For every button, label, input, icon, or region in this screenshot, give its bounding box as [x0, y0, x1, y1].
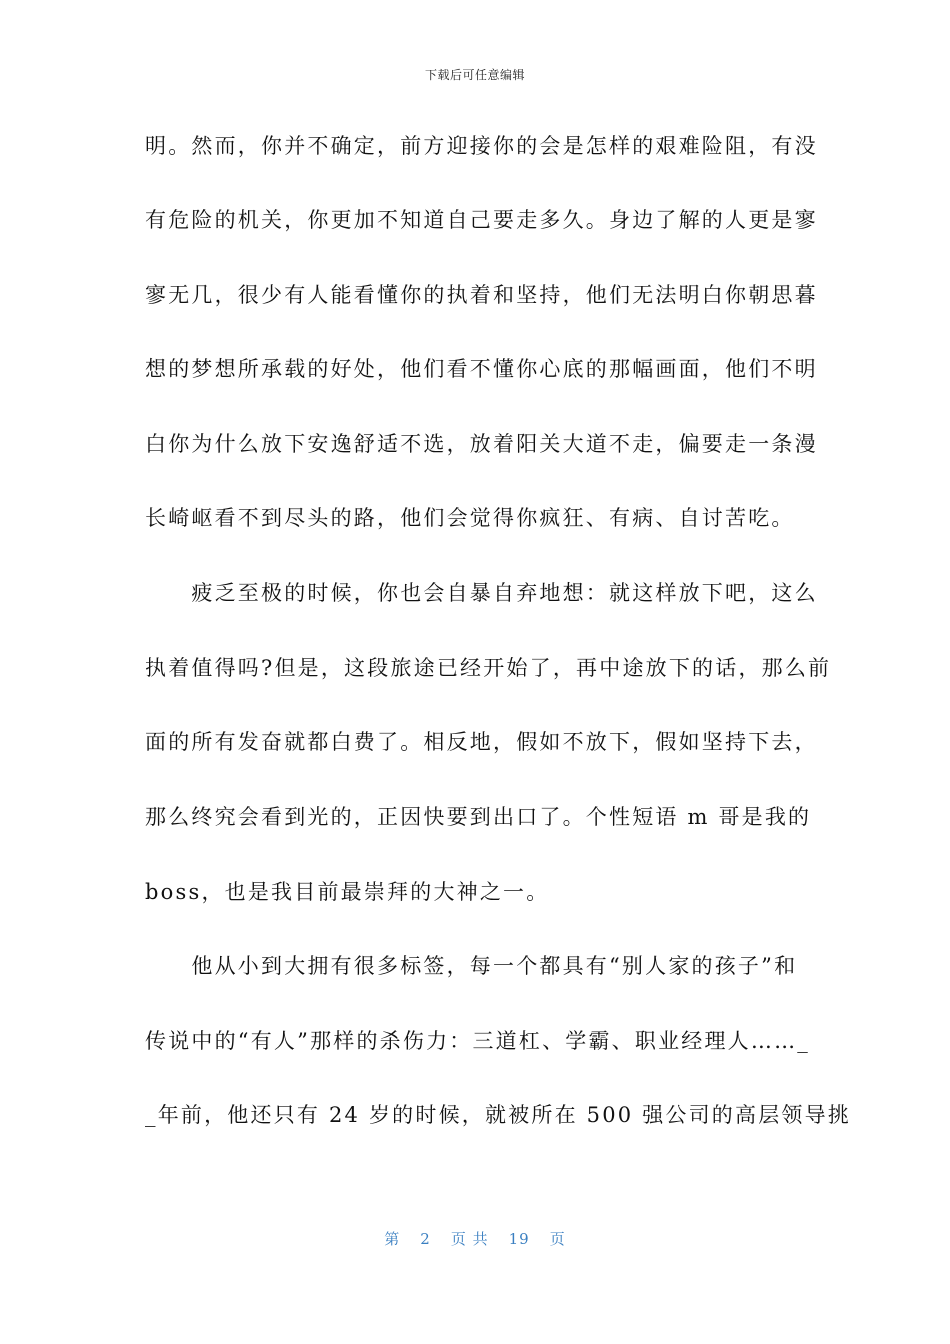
total-pages-number: 19	[508, 1230, 530, 1248]
text-line: 疲乏至极的时候，你也会自暴自弃地想：就这样放下吧，这么	[145, 581, 818, 605]
text-line: 传说中的“有人”那样的杀伤力：三道杠、学霸、职业经理人……_	[145, 1029, 810, 1053]
text-line: 有危险的机关，你更加不知道自己要走多久。身边了解的人更是寥	[145, 208, 818, 232]
text-line: 明。然而，你并不确定，前方迎接你的会是怎样的艰难险阻，有没	[145, 134, 818, 158]
text-line: 长崎岖看不到尽头的路，他们会觉得你疯狂、有病、自讨苦吃。	[145, 506, 795, 530]
footer-middle: 页 共	[450, 1230, 489, 1248]
text-line: _年前，他还只有 24 岁的时候，就被所在 500 强公司的高层领导挑	[145, 1103, 852, 1127]
text-line: 那么终究会看到光的，正因快要到出口了。个性短语 m 哥是我的	[145, 805, 812, 829]
footer-suffix: 页	[549, 1230, 566, 1248]
text-line: 想的梦想所承载的好处，他们看不懂你心底的那幅画面，他们不明	[145, 357, 818, 381]
text-line: boss，也是我目前最崇拜的大神之一。	[145, 880, 550, 904]
text-line: 白你为什么放下安逸舒适不选，放着阳关大道不走，偏要走一条漫	[145, 432, 818, 456]
text-line: 他从小到大拥有很多标签，每一个都具有“别人家的孩子”和	[145, 954, 798, 978]
text-line: 寥无几，很少有人能看懂你的执着和坚持，他们无法明白你朝思暮	[145, 283, 818, 307]
current-page-number: 2	[420, 1230, 431, 1248]
footer-prefix: 第	[384, 1230, 401, 1248]
page-footer	[0, 1228, 950, 1249]
text-line: 面的所有发奋就都白费了。相反地，假如不放下，假如坚持下去，	[145, 730, 818, 754]
page-header: 下载后可任意编辑	[424, 68, 525, 82]
text-line: 执着值得吗?但是，这段旅途已经开始了，再中途放下的话，那么前	[145, 656, 832, 680]
